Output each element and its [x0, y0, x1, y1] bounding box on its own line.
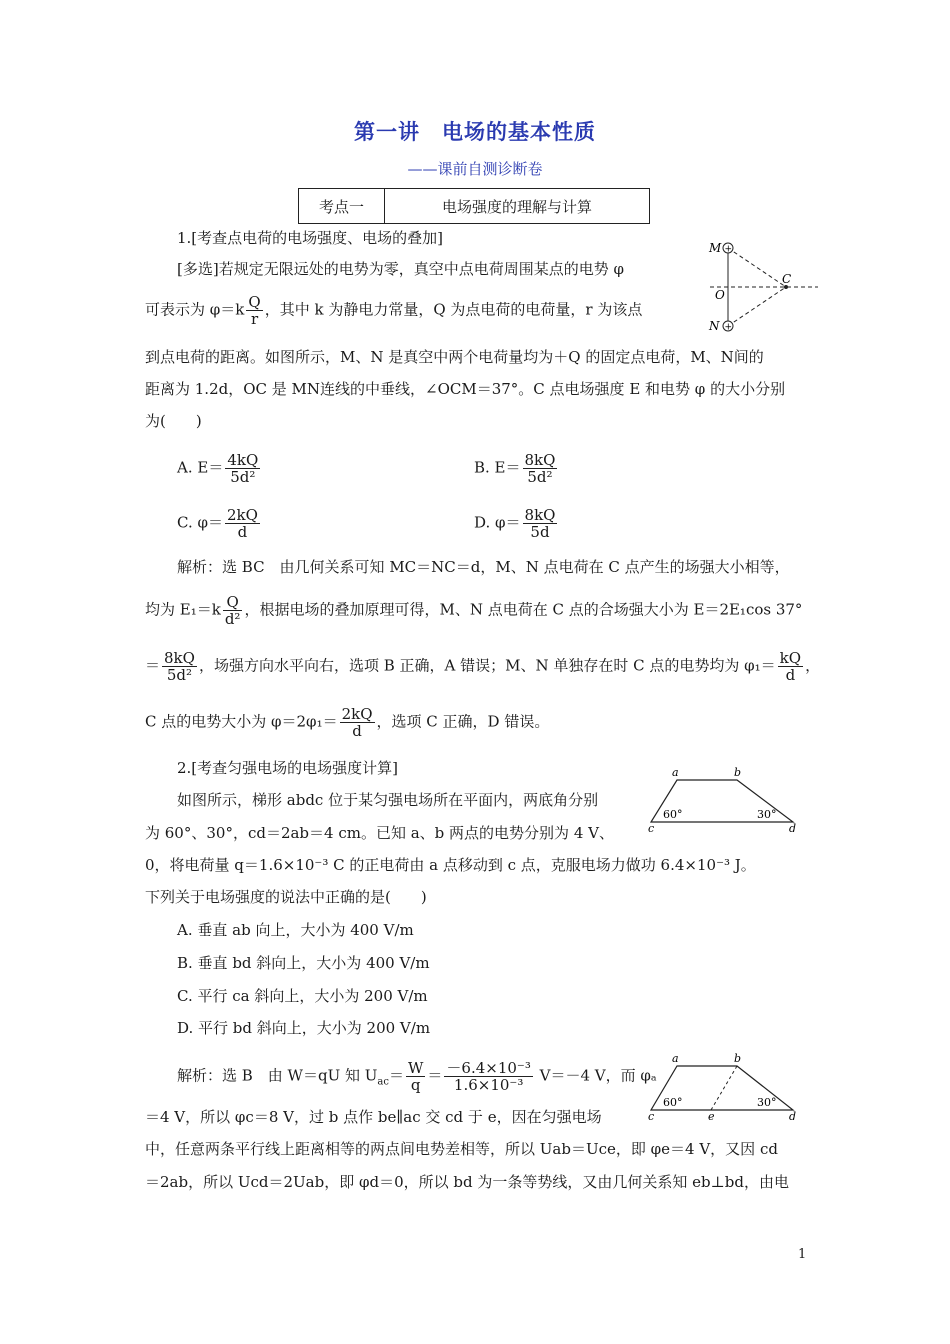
page-title: 第一讲 电场的基本性质 [354, 119, 596, 144]
frac-den: 5d [530, 523, 550, 541]
option-prefix: C. φ＝ [177, 513, 223, 532]
label-e: e [708, 1110, 715, 1123]
q2-solution-line1 [177, 1060, 657, 1094]
q1-line2-a: 可表示为 φ＝k [145, 300, 245, 319]
label-d: d [789, 822, 797, 835]
sol-frac [223, 594, 243, 627]
sol-sub: ac [377, 1076, 389, 1088]
sol-text: C 点的电势大小为 φ＝2φ₁＝ [145, 712, 338, 731]
topic-table [298, 188, 650, 224]
q1-line4: 距离为 1.2d，OC 是 MN连线的中垂线，∠OCM＝37°。C 点电场强度 E 和电势 φ 的大小分别 [145, 380, 786, 398]
angle-60: 60° [663, 808, 683, 821]
q1-solution-line1: 解析：选 BC 由几何关系可知 MC＝NC＝d，M、N 点电荷在 C 点产生的场强大小相等， [177, 558, 790, 576]
sol-frac [406, 1060, 425, 1093]
sol-text: ，选项 C 正确，D 错误。 [376, 712, 550, 731]
sol-frac [778, 650, 803, 683]
q2-figure-1 [645, 766, 805, 836]
q1-option-a [177, 452, 262, 485]
q1-solution-line3 [145, 650, 820, 683]
option-prefix: A. E＝ [177, 458, 224, 477]
label-c: C [782, 272, 792, 286]
sol-text: ＝ [427, 1066, 443, 1085]
label-d: d [789, 1110, 797, 1123]
q1-option-b [474, 452, 559, 485]
label-c: c [648, 822, 655, 835]
q2-line4: 下列关于电场强度的说法中正确的是( ) [145, 888, 427, 906]
label-m: M [709, 241, 722, 255]
frac-num: Q [248, 293, 261, 311]
frac-den: 5d² [527, 468, 553, 486]
frac-den: d [785, 666, 796, 684]
option-prefix: D. φ＝ [474, 513, 521, 532]
q2-line1: 如图所示，梯形 abdc 位于某匀强电场所在平面内，两底角分别 [177, 791, 599, 809]
sol-frac [162, 650, 197, 683]
angle-60: 60° [663, 1096, 683, 1109]
frac-num: Q [223, 594, 243, 611]
frac-den: d² [224, 610, 241, 628]
page-subtitle: ——课前自测诊断卷 [407, 160, 543, 178]
label-a: a [672, 766, 679, 779]
sol-frac [444, 1060, 532, 1093]
option-frac [225, 452, 260, 485]
label-n: N [709, 319, 720, 333]
frac-den: r [250, 310, 259, 328]
option-frac [225, 507, 260, 540]
frac-num: －6.4×10⁻³ [446, 1059, 531, 1077]
page-number: 1 [798, 1247, 807, 1262]
option-prefix: B. E＝ [474, 458, 521, 477]
frac-den: d [237, 523, 248, 541]
q1-line5: 为( ) [145, 412, 202, 430]
frac-num: W [407, 1059, 424, 1077]
q1-solution-line2 [145, 594, 802, 627]
frac-den: q [410, 1076, 421, 1094]
q1-figure [700, 238, 820, 334]
frac-num: 8kQ [164, 649, 195, 667]
plus-sign: + [724, 244, 733, 255]
frac-num: kQ [779, 649, 802, 667]
q2-option-c: C. 平行 ca 斜向上，大小为 200 V/m [177, 987, 428, 1005]
label-c: c [648, 1110, 655, 1123]
label-a: a [672, 1052, 679, 1065]
frac-den: 5d² [230, 468, 256, 486]
frac-num: 8kQ [524, 451, 556, 469]
q2-solution-line3: 中，任意两条平行线上距离相等的两点间电势差相等，所以 Uab＝Uce，即 φe＝4 V，又因 cd [145, 1140, 778, 1158]
sol-text: 解析：选 B 由 W＝qU 知 U [177, 1066, 378, 1085]
sol-frac [340, 706, 375, 739]
sol-text: V＝－4 V，而 φₐ [534, 1066, 657, 1085]
angle-30: 30° [757, 808, 777, 821]
frac-den: 1.6×10⁻³ [453, 1076, 524, 1094]
q1-line2 [145, 294, 642, 327]
q1-line2-frac [246, 294, 262, 327]
q1-line1: [多选]若规定无限远处的电势为零，真空中点电荷周围某点的电势 φ [177, 260, 624, 278]
q1-solution-line4 [145, 706, 549, 739]
mc-line [728, 248, 786, 287]
q1-option-d [474, 507, 559, 540]
q1-option-c [177, 507, 262, 540]
angle-30: 30° [757, 1096, 777, 1109]
frac-num: 2kQ [341, 705, 373, 723]
option-frac [523, 452, 558, 485]
plus-sign: + [724, 322, 733, 333]
q2-option-a: A. 垂直 ab 向上，大小为 400 V/m [177, 921, 414, 939]
frac-den: d [352, 722, 362, 740]
q1-line3: 到点电荷的距离。如图所示，M、N 是真空中两个电荷量均为＋Q 的固定点电荷，M、N间的 [145, 348, 764, 366]
q1-tag: 1.[考查点电荷的电场强度、电场的叠加] [177, 229, 444, 247]
nc-line [728, 287, 786, 326]
q2-line3: 0，将电荷量 q＝1.6×10⁻³ C 的正电荷由 a 点移动到 c 点，克服电场力做功 6.4×10⁻³ J。 [145, 856, 756, 874]
frac-num: 8kQ [524, 506, 556, 524]
label-b: b [734, 766, 742, 779]
q2-solution-line4: ＝2ab，所以 Ucd＝2Uab，即 φd＝0，所以 bd 为一条等势线，又由几何关系知 eb⊥bd，由电 [145, 1173, 789, 1191]
sol-text: ， [805, 656, 821, 675]
sol-text: ＝ [145, 656, 161, 675]
q2-solution-line2: ＝4 V，所以 φc＝8 V，过 b 点作 be∥ac 交 cd 于 e，因在匀强电场 [145, 1108, 602, 1126]
label-o: O [715, 288, 725, 302]
q2-option-b: B. 垂直 bd 斜向上，大小为 400 V/m [177, 954, 430, 972]
frac-num: 4kQ [227, 451, 259, 469]
q2-line2: 为 60°、30°，cd＝2ab＝4 cm。已知 a、b 两点的电势分别为 4 V、 [145, 824, 614, 842]
frac-num: 2kQ [226, 506, 258, 524]
q2-option-d: D. 平行 bd 斜向上，大小为 200 V/m [177, 1019, 431, 1037]
option-frac [523, 507, 558, 540]
topic-label: 考点一 [299, 189, 385, 223]
sol-text: ，场强方向水平向右，选项 B 正确，A 错误；M、N 单独存在时 C 点的电势均为 φ₁＝ [198, 656, 776, 675]
q1-line2-b: ，其中 k 为静电力常量，Q 为点电荷的电荷量，r 为该点 [264, 300, 643, 319]
sol-text: ，根据电场的叠加原理可得，M、N 点电荷在 C 点的合场强大小为 E＝2E₁cos 37° [244, 600, 803, 619]
label-b: b [734, 1052, 742, 1065]
sol-text: ＝ [388, 1066, 404, 1085]
be-line [711, 1066, 737, 1110]
topic-name: 电场强度的理解与计算 [441, 197, 592, 216]
sol-text: 均为 E₁＝k [145, 600, 221, 619]
frac-den: 5d² [166, 666, 193, 684]
q2-figure-2 [645, 1052, 805, 1124]
q2-tag: 2.[考查匀强电场的电场强度计算] [177, 759, 399, 777]
